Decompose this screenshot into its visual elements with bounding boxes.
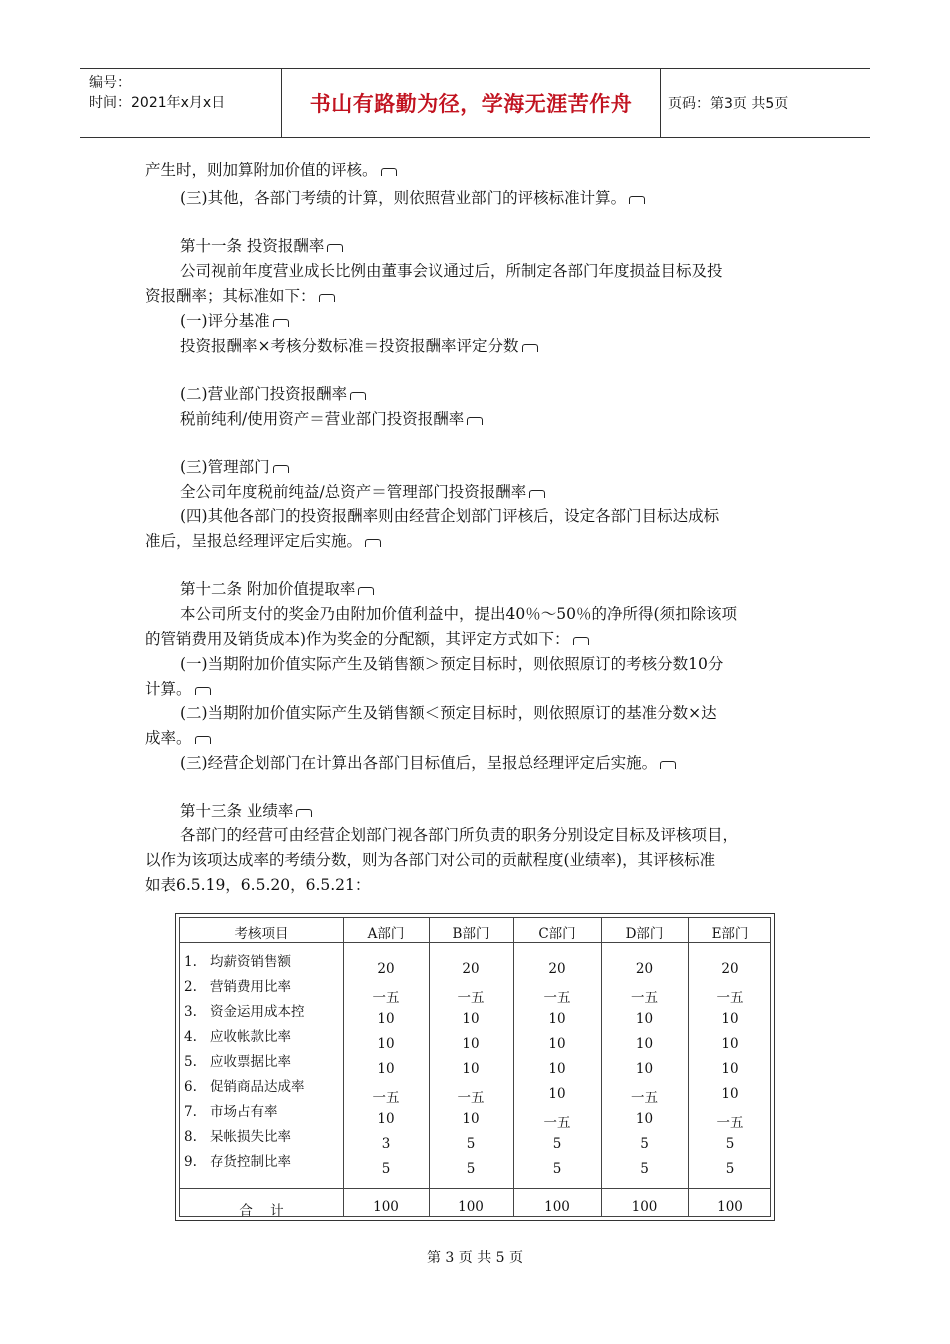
score-table — [175, 913, 775, 1221]
table-cell: 20 — [721, 961, 739, 977]
table-header-dept-c: C部门 — [538, 926, 576, 942]
paragraph-mark-icon — [273, 319, 289, 327]
table-cell: 10 — [721, 1036, 739, 1052]
paragraph-line: 资报酬率；其标准如下： — [145, 284, 805, 309]
table-cell: 一五 — [372, 990, 400, 1006]
table-cell: 5 — [552, 1161, 562, 1177]
score-table-grid — [179, 917, 771, 1217]
paragraph-mark-icon — [273, 465, 289, 473]
paragraph-line: 公司视前年度营业成长比例由董事会议通过后，所制定各部门年度损益目标及投 — [180, 262, 723, 280]
paragraph-mark-icon — [195, 687, 211, 695]
paragraph-line: 计算。 — [145, 677, 805, 702]
paragraph-line: 投资报酬率×考核分数标准＝投资报酬率评定分数 — [180, 334, 840, 359]
table-header-dept-d: D部门 — [625, 926, 664, 942]
paragraph-line: 的管销费用及销货成本)作为奖金的分配额，其评定方式如下： — [145, 627, 805, 652]
table-cell: 一五 — [716, 1115, 744, 1131]
doc-time-label: 时间：2021年x月x日 — [89, 95, 226, 111]
header-page-info: 页码：第3页 共5页 — [668, 96, 789, 112]
table-item: 7. 市场占有率 — [184, 1104, 278, 1120]
paragraph-line: (一)当期附加价值实际产生及销售额＞预定目标时，则依照原订的考核分数10分 — [180, 655, 724, 673]
table-cell: 10 — [462, 1111, 480, 1127]
table-cell: 20 — [548, 961, 566, 977]
paragraph-line: 以作为该项达成率的考绩分数，则为各部门对公司的贡献程度(业绩率)，其评核标准 — [145, 851, 716, 869]
header-motto: 书山有路勤为径，学海无涯苦作舟 — [282, 69, 661, 137]
table-cell: 10 — [721, 1011, 739, 1027]
table-cell: 一五 — [457, 990, 485, 1006]
paragraph-mark-icon — [319, 294, 335, 302]
table-cell: 10 — [635, 1061, 654, 1077]
paragraph-mark-icon — [365, 539, 381, 547]
table-header-dept-e: E部门 — [711, 926, 749, 942]
table-item: 9. 存货控制比率 — [184, 1154, 291, 1170]
table-total-cell: 100 — [458, 1199, 484, 1215]
article-heading: 第十三条 业绩率 — [180, 799, 840, 824]
table-cell: 10 — [377, 1011, 395, 1027]
table-item: 4. 应收帐款比率 — [184, 1029, 291, 1045]
paragraph-line: (四)其他各部门的投资报酬率则由经营企划部门评核后，设定各部门目标达成标 — [180, 507, 720, 525]
article-heading: 第十二条 附加价值提取率 — [180, 577, 840, 602]
table-cell: 10 — [462, 1061, 480, 1077]
paragraph-mark-icon — [327, 244, 343, 252]
paragraph-mark-icon — [381, 168, 397, 176]
table-item: 5. 应收票据比率 — [184, 1054, 291, 1070]
table-cell: 一五 — [457, 1090, 485, 1106]
table-item: 1. 均薪资销售额 — [184, 954, 291, 970]
table-cell: 20 — [462, 961, 480, 977]
table-cell: 一五 — [631, 990, 658, 1006]
table-total-cell: 100 — [717, 1199, 743, 1215]
table-cell: 10 — [635, 1111, 654, 1127]
paragraph-mark-icon — [573, 637, 589, 645]
table-cell: 10 — [377, 1061, 395, 1077]
table-item: 6. 促销商品达成率 — [184, 1079, 305, 1095]
table-cell: 10 — [548, 1086, 566, 1102]
table-cell: 一五 — [543, 1115, 571, 1131]
table-cell: 一五 — [631, 1090, 658, 1106]
doc-code-label: 编号： — [89, 75, 131, 91]
table-header-dept-b: B部门 — [452, 926, 490, 942]
table-cell: 5 — [381, 1161, 391, 1177]
paragraph-line: (一)评分基准 — [180, 309, 840, 334]
paragraph-mark-icon — [350, 392, 366, 400]
table-cell: 3 — [381, 1136, 391, 1152]
table-cell: 一五 — [716, 990, 744, 1006]
table-cell: 20 — [377, 961, 395, 977]
table-total-cell: 100 — [373, 1199, 399, 1215]
table-cell: 10 — [462, 1011, 480, 1027]
table-total-cell: 100 — [631, 1199, 658, 1215]
paragraph-mark-icon — [467, 417, 483, 425]
paragraph-mark-icon — [629, 196, 645, 204]
paragraph-mark-icon — [529, 490, 545, 498]
table-cell: 10 — [377, 1036, 395, 1052]
paragraph-line: (三)管理部门 — [180, 455, 840, 480]
table-cell: 一五 — [372, 1090, 400, 1106]
table-cell: 10 — [721, 1061, 739, 1077]
table-total-cell: 100 — [544, 1199, 570, 1215]
table-cell: 5 — [640, 1136, 649, 1152]
table-total-label: 合 计 — [239, 1203, 284, 1219]
paragraph-line: (三)经营企划部门在计算出各部门目标值后，呈报总经理评定后实施。 — [180, 751, 840, 776]
table-cell: 5 — [725, 1161, 735, 1177]
page-footer: 第 3 页 共 5 页 — [426, 1250, 524, 1266]
table-item: 3. 资金运用成本控 — [184, 1004, 305, 1020]
table-cell: 10 — [548, 1061, 566, 1077]
paragraph-line: 各部门的经营可由经营企划部门视各部门所负责的职务分别设定目标及评核项目， — [180, 826, 739, 844]
paragraph-mark-icon — [296, 809, 312, 817]
table-cell: 10 — [548, 1036, 566, 1052]
table-cell: 10 — [462, 1036, 480, 1052]
table-cell: 10 — [377, 1111, 395, 1127]
paragraph-line: (三)其他，各部门考绩的计算，则依照营业部门的评核标准计算。 — [180, 186, 840, 211]
paragraph-line: (二)当期附加价值实际产生及销售额＜预定目标时，则依照原订的基准分数×达 — [180, 704, 717, 722]
table-cell: 5 — [466, 1136, 476, 1152]
table-item: 2. 营销费用比率 — [184, 979, 291, 995]
paragraph-line: 如表6.5.19，6.5.20，6.5.21： — [145, 876, 371, 894]
paragraph-line: 成率。 — [145, 726, 805, 751]
paragraph-line: 全公司年度税前纯益/总资产＝管理部门投资报酬率 — [180, 480, 840, 505]
paragraph-mark-icon — [358, 587, 374, 595]
paragraph-mark-icon — [522, 344, 538, 352]
paragraph-line: 准后，呈报总经理评定后实施。 — [145, 529, 805, 554]
table-cell: 10 — [635, 1011, 654, 1027]
paragraph-line: 本公司所支付的奖金乃由附加价值利益中，提出40％～50％的净所得(须扣除该项 — [180, 605, 737, 623]
table-cell: 5 — [552, 1136, 562, 1152]
paragraph-mark-icon — [660, 761, 676, 769]
table-cell: 20 — [635, 961, 654, 977]
table-cell: 5 — [640, 1161, 649, 1177]
paragraph-line: 产生时，则加算附加价值的评核。 — [145, 158, 805, 183]
table-header-item: 考核项目 — [234, 926, 289, 942]
table-cell: 5 — [725, 1136, 735, 1152]
paragraph-line: 税前纯利/使用资产＝营业部门投资报酬率 — [180, 407, 840, 432]
table-cell: 10 — [635, 1036, 654, 1052]
article-heading: 第十一条 投资报酬率 — [180, 234, 840, 259]
table-cell: 10 — [548, 1011, 566, 1027]
table-item: 8. 呆帐损失比率 — [184, 1129, 291, 1145]
paragraph-line: (二)营业部门投资报酬率 — [180, 382, 840, 407]
table-header-dept-a: A部门 — [367, 926, 405, 942]
table-divider — [180, 942, 770, 943]
table-divider — [180, 1188, 770, 1189]
paragraph-mark-icon — [195, 736, 211, 744]
page-header — [80, 68, 870, 138]
table-cell: 一五 — [543, 990, 571, 1006]
header-meta — [80, 69, 282, 137]
table-cell: 10 — [721, 1086, 739, 1102]
table-cell: 5 — [466, 1161, 476, 1177]
